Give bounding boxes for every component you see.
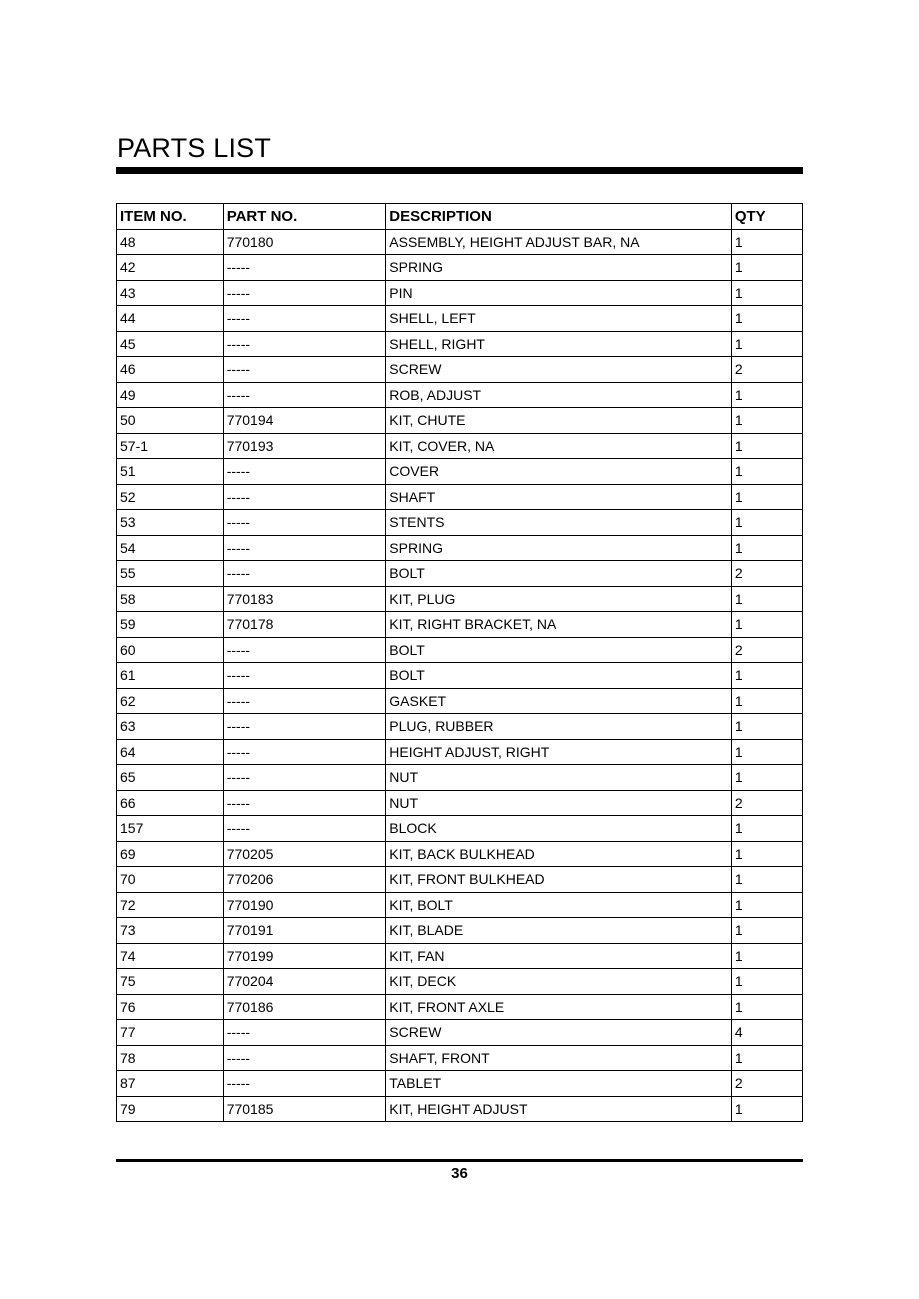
description-cell: BOLT	[386, 637, 732, 663]
table-row	[117, 510, 803, 536]
item-no-cell: 76	[117, 994, 224, 1020]
description-cell: KIT, BOLT	[386, 892, 732, 918]
qty-cell: 1	[731, 229, 802, 255]
description-cell: KIT, BLADE	[386, 918, 732, 944]
part-no-cell: 770194	[223, 408, 386, 434]
part-no-cell: 770190	[223, 892, 386, 918]
qty-cell: 2	[731, 790, 802, 816]
item-no-cell: 49	[117, 382, 224, 408]
part-no-cell: -----	[223, 765, 386, 791]
qty-cell: 1	[731, 433, 802, 459]
description-cell: KIT, RIGHT BRACKET, NA	[386, 612, 732, 638]
description-cell: KIT, HEIGHT ADJUST	[386, 1096, 732, 1122]
item-no-cell: 64	[117, 739, 224, 765]
item-no-cell: 70	[117, 867, 224, 893]
part-no-cell: -----	[223, 688, 386, 714]
table-row	[117, 688, 803, 714]
qty-cell: 1	[731, 739, 802, 765]
part-no-cell: 770206	[223, 867, 386, 893]
qty-cell: 1	[731, 765, 802, 791]
part-no-cell: -----	[223, 739, 386, 765]
table-row	[117, 306, 803, 332]
table-row	[117, 714, 803, 740]
qty-cell: 1	[731, 943, 802, 969]
qty-cell: 2	[731, 637, 802, 663]
qty-cell: 1	[731, 1096, 802, 1122]
qty-cell: 1	[731, 663, 802, 689]
part-no-cell: -----	[223, 280, 386, 306]
item-no-cell: 74	[117, 943, 224, 969]
part-no-cell: -----	[223, 561, 386, 587]
item-no-cell: 44	[117, 306, 224, 332]
item-no-cell: 58	[117, 586, 224, 612]
table-row	[117, 1045, 803, 1071]
table-row	[117, 561, 803, 587]
item-no-cell: 87	[117, 1071, 224, 1097]
item-no-cell: 157	[117, 816, 224, 842]
item-no-cell: 78	[117, 1045, 224, 1071]
description-cell: ROB, ADJUST	[386, 382, 732, 408]
part-no-cell: -----	[223, 510, 386, 536]
qty-cell: 1	[731, 459, 802, 485]
description-cell: KIT, FRONT BULKHEAD	[386, 867, 732, 893]
table-row	[117, 331, 803, 357]
qty-cell: 1	[731, 867, 802, 893]
header-description: DESCRIPTION	[386, 204, 732, 230]
item-no-cell: 72	[117, 892, 224, 918]
description-cell: NUT	[386, 765, 732, 791]
part-no-cell: -----	[223, 382, 386, 408]
qty-cell: 1	[731, 306, 802, 332]
part-no-cell: 770204	[223, 969, 386, 995]
qty-cell: 1	[731, 994, 802, 1020]
description-cell: KIT, DECK	[386, 969, 732, 995]
table-row	[117, 459, 803, 485]
table-row	[117, 535, 803, 561]
description-cell: NUT	[386, 790, 732, 816]
part-no-cell: 770191	[223, 918, 386, 944]
qty-cell: 1	[731, 892, 802, 918]
item-no-cell: 55	[117, 561, 224, 587]
qty-cell: 1	[731, 841, 802, 867]
description-cell: BOLT	[386, 561, 732, 587]
description-cell: ASSEMBLY, HEIGHT ADJUST BAR, NA	[386, 229, 732, 255]
table-row	[117, 790, 803, 816]
description-cell: BLOCK	[386, 816, 732, 842]
description-cell: KIT, COVER, NA	[386, 433, 732, 459]
item-no-cell: 57-1	[117, 433, 224, 459]
description-cell: SPRING	[386, 535, 732, 561]
part-no-cell: -----	[223, 663, 386, 689]
qty-cell: 2	[731, 561, 802, 587]
part-no-cell: -----	[223, 459, 386, 485]
qty-cell: 2	[731, 357, 802, 383]
page-title: PARTS LIST	[117, 133, 272, 163]
table-row	[117, 816, 803, 842]
qty-cell: 1	[731, 510, 802, 536]
item-no-cell: 53	[117, 510, 224, 536]
parts-table-body	[117, 229, 803, 1122]
qty-cell: 1	[731, 280, 802, 306]
title-divider	[116, 167, 803, 174]
table-row	[117, 892, 803, 918]
table-row	[117, 484, 803, 510]
part-no-cell: 770193	[223, 433, 386, 459]
item-no-cell: 46	[117, 357, 224, 383]
description-cell: GASKET	[386, 688, 732, 714]
table-row	[117, 943, 803, 969]
item-no-cell: 63	[117, 714, 224, 740]
item-no-cell: 75	[117, 969, 224, 995]
part-no-cell: 770185	[223, 1096, 386, 1122]
item-no-cell: 60	[117, 637, 224, 663]
table-row	[117, 1020, 803, 1046]
header-item-no: ITEM NO.	[117, 204, 224, 230]
table-row	[117, 637, 803, 663]
table-row	[117, 994, 803, 1020]
item-no-cell: 50	[117, 408, 224, 434]
item-no-cell: 43	[117, 280, 224, 306]
item-no-cell: 65	[117, 765, 224, 791]
part-no-cell: 770178	[223, 612, 386, 638]
table-row	[117, 229, 803, 255]
item-no-cell: 52	[117, 484, 224, 510]
parts-table	[116, 203, 803, 1122]
table-row	[117, 408, 803, 434]
part-no-cell: -----	[223, 790, 386, 816]
part-no-cell: 770199	[223, 943, 386, 969]
part-no-cell: -----	[223, 714, 386, 740]
description-cell: COVER	[386, 459, 732, 485]
description-cell: SHAFT, FRONT	[386, 1045, 732, 1071]
page-number: 36	[451, 1165, 468, 1182]
qty-cell: 1	[731, 255, 802, 281]
qty-cell: 1	[731, 714, 802, 740]
qty-cell: 4	[731, 1020, 802, 1046]
qty-cell: 1	[731, 612, 802, 638]
qty-cell: 1	[731, 969, 802, 995]
item-no-cell: 54	[117, 535, 224, 561]
part-no-cell: -----	[223, 1020, 386, 1046]
qty-cell: 1	[731, 382, 802, 408]
description-cell: SPRING	[386, 255, 732, 281]
description-cell: TABLET	[386, 1071, 732, 1097]
qty-cell: 1	[731, 408, 802, 434]
table-header-row	[117, 204, 803, 230]
description-cell: SCREW	[386, 357, 732, 383]
table-row	[117, 765, 803, 791]
part-no-cell: 770180	[223, 229, 386, 255]
part-no-cell: -----	[223, 331, 386, 357]
table-row	[117, 841, 803, 867]
description-cell: KIT, PLUG	[386, 586, 732, 612]
table-row	[117, 918, 803, 944]
item-no-cell: 62	[117, 688, 224, 714]
qty-cell: 1	[731, 918, 802, 944]
description-cell: SHELL, RIGHT	[386, 331, 732, 357]
description-cell: KIT, FAN	[386, 943, 732, 969]
item-no-cell: 66	[117, 790, 224, 816]
table-row	[117, 739, 803, 765]
item-no-cell: 73	[117, 918, 224, 944]
part-no-cell: 770183	[223, 586, 386, 612]
table-row	[117, 969, 803, 995]
footer-divider	[116, 1159, 803, 1162]
part-no-cell: -----	[223, 255, 386, 281]
description-cell: BOLT	[386, 663, 732, 689]
item-no-cell: 69	[117, 841, 224, 867]
description-cell: HEIGHT ADJUST, RIGHT	[386, 739, 732, 765]
part-no-cell: -----	[223, 357, 386, 383]
item-no-cell: 79	[117, 1096, 224, 1122]
table-row	[117, 867, 803, 893]
header-qty: QTY	[731, 204, 802, 230]
description-cell: KIT, FRONT AXLE	[386, 994, 732, 1020]
part-no-cell: 770205	[223, 841, 386, 867]
item-no-cell: 61	[117, 663, 224, 689]
part-no-cell: -----	[223, 816, 386, 842]
description-cell: SCREW	[386, 1020, 732, 1046]
part-no-cell: -----	[223, 306, 386, 332]
qty-cell: 1	[731, 535, 802, 561]
table-row	[117, 1071, 803, 1097]
part-no-cell: -----	[223, 637, 386, 663]
description-cell: SHAFT	[386, 484, 732, 510]
description-cell: PLUG, RUBBER	[386, 714, 732, 740]
table-row	[117, 433, 803, 459]
description-cell: STENTS	[386, 510, 732, 536]
qty-cell: 1	[731, 1045, 802, 1071]
qty-cell: 1	[731, 816, 802, 842]
item-no-cell: 45	[117, 331, 224, 357]
item-no-cell: 59	[117, 612, 224, 638]
item-no-cell: 48	[117, 229, 224, 255]
item-no-cell: 42	[117, 255, 224, 281]
table-row	[117, 1096, 803, 1122]
description-cell: SHELL, LEFT	[386, 306, 732, 332]
description-cell: KIT, BACK BULKHEAD	[386, 841, 732, 867]
table-row	[117, 663, 803, 689]
qty-cell: 1	[731, 484, 802, 510]
qty-cell: 1	[731, 586, 802, 612]
item-no-cell: 77	[117, 1020, 224, 1046]
description-cell: PIN	[386, 280, 732, 306]
description-cell: KIT, CHUTE	[386, 408, 732, 434]
qty-cell: 1	[731, 688, 802, 714]
part-no-cell: -----	[223, 1045, 386, 1071]
part-no-cell: 770186	[223, 994, 386, 1020]
table-row	[117, 382, 803, 408]
qty-cell: 1	[731, 331, 802, 357]
table-row	[117, 612, 803, 638]
header-part-no: PART NO.	[223, 204, 386, 230]
part-no-cell: -----	[223, 484, 386, 510]
part-no-cell: -----	[223, 535, 386, 561]
qty-cell: 2	[731, 1071, 802, 1097]
table-row	[117, 586, 803, 612]
item-no-cell: 51	[117, 459, 224, 485]
table-row	[117, 255, 803, 281]
table-row	[117, 357, 803, 383]
table-row	[117, 280, 803, 306]
part-no-cell: -----	[223, 1071, 386, 1097]
